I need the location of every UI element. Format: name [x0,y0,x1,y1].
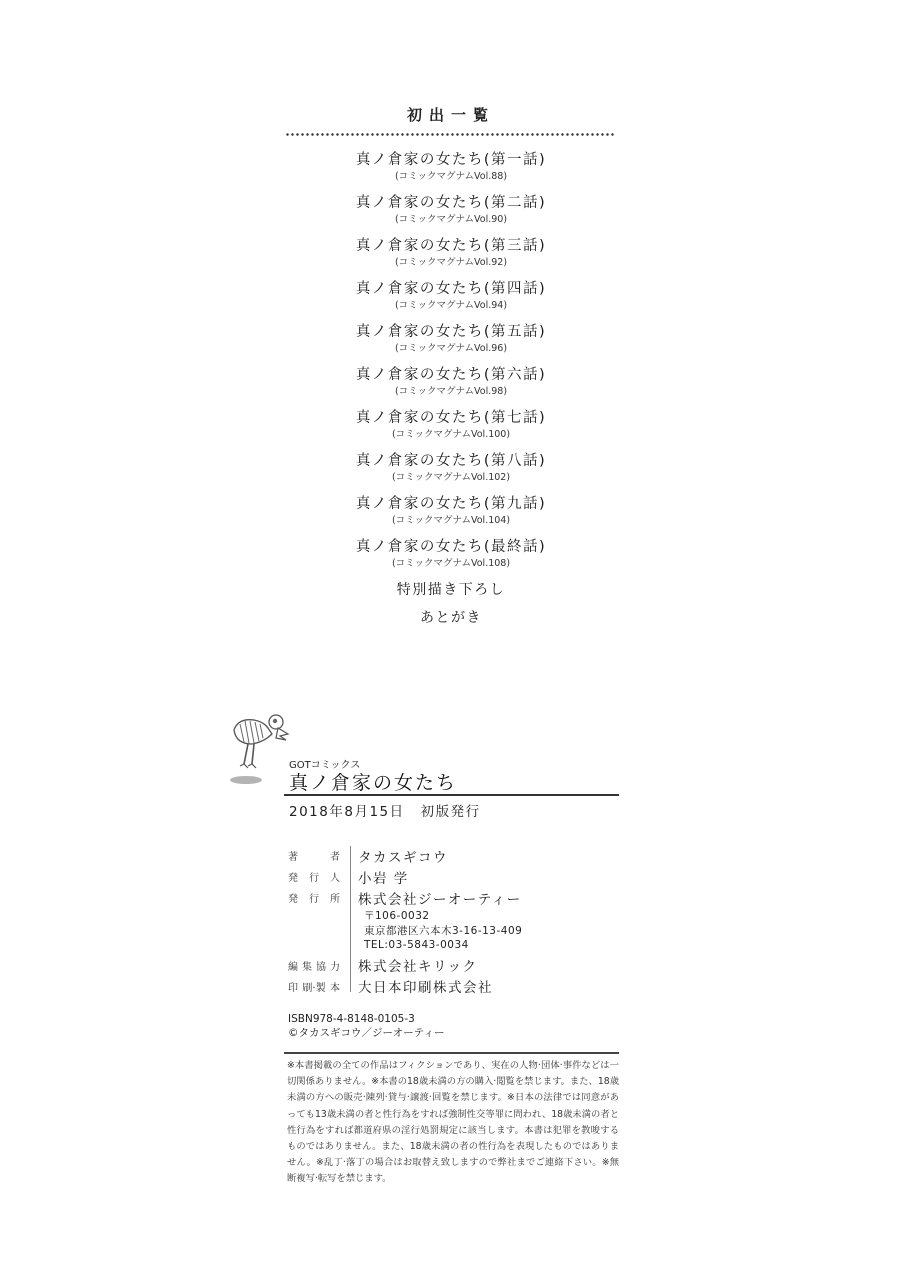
toc-entry [0,451,902,494]
toc-entry-source: (コミックマグナムVol.94) [394,300,508,311]
credit-editing [288,955,522,976]
label-char: 印 [288,982,298,994]
toc-entry-title: 真ノ倉家の女たち(最終話) [355,539,547,555]
toc-entry-source: (コミックマグナムVol.108) [391,558,511,569]
copyright: ©タカスギコウ／ジーオーティー [288,1027,445,1039]
publisher-person-name: 小岩 学 [358,870,409,887]
publication-date: 2018年8月15日 [289,804,405,820]
toc-entry-source: (コミックマグナムVol.90) [394,214,508,225]
toc-entry [0,193,902,236]
label-char: 本 [330,982,340,994]
notice-rule [284,1052,619,1054]
bird-mascot-icon [228,708,290,788]
toc-entry-title: 真ノ倉家の女たち(第一話) [355,152,547,168]
label-char: 編 [288,961,298,973]
credit-publisher-person [288,866,522,887]
credit-label [288,869,340,884]
postal-code: 〒106-0032 [364,910,430,922]
label-char: 発 [288,873,298,884]
toc-entry-title: 真ノ倉家の女たち(第三話) [355,238,547,254]
toc-entry-source: (コミックマグナムVol.92) [394,257,508,268]
publisher-name: 株式会社ジーオーティー [358,891,522,908]
editing-company: 株式会社キリック [358,959,478,975]
credit-publisher [288,887,522,908]
toc-entry [0,322,902,365]
label-char: 所 [330,894,340,905]
book-title: 真ノ倉家の女たち [289,772,458,794]
label-char: 集 [302,961,312,973]
toc-entry-title: 真ノ倉家の女たち(第五話) [355,324,547,340]
toc-entry-source: (コミックマグナムVol.98) [394,386,508,397]
toc-heading: 初出一覧 [406,106,495,124]
credits [288,845,522,997]
printing-company: 大日本印刷株式会社 [358,980,493,996]
toc-list [0,150,902,636]
imprint-label: GOTコミックス [289,760,361,771]
author-name: タカスギコウ [358,849,448,866]
toc-entry-title: 真ノ倉家の女たち(第六話) [355,367,547,383]
credit-author [288,845,522,866]
toc-entry [0,494,902,537]
toc-entry-title: 真ノ倉家の女たち(第七話) [355,410,547,426]
label-char: 行 [309,873,319,884]
toc-entry-source: (コミックマグナムVol.104) [391,515,511,526]
toc-entry-source: (コミックマグナムVol.100) [391,429,511,440]
label-char: 者 [330,852,340,863]
credit-label [288,958,340,973]
toc-entry-title: 真ノ倉家の女たち(第四話) [355,281,547,297]
label-char: 発 [288,894,298,905]
toc-entry [0,408,902,451]
credit-label [288,979,340,994]
credit-printing [288,976,522,997]
toc-extra-special: 特別描き下ろし [396,582,506,598]
dotted-divider [285,133,615,136]
toc-entry [0,365,902,408]
isbn-block [288,1012,444,1040]
toc-entry [0,150,902,193]
toc-entry-title: 真ノ倉家の女たち(第九話) [355,496,547,512]
phone-number: TEL:03-5843-0034 [364,939,469,951]
publisher-address [288,909,522,953]
label-char: 著 [288,852,298,863]
toc-entry-source: (コミックマグナムVol.102) [391,472,511,483]
title-rule [284,794,619,796]
street-address: 東京都港区六本木3-16-13-409 [364,924,523,937]
legal-notice: ※本書掲載の全ての作品はフィクションであり、実在の人物·団体·事件などは一切関係ありません。※本書の18歳未満の方の購入·閲覧を禁じます。また、18歳未満の方への販売·陳列·貸与·譲渡·回覧を禁じます。※日本の法律では同意があっても13歳未満の者と性行為をすれば強制性交等罪に問われ、18歳未満の者と性行為をすれば都道府県の淫行処罰規定に該当します。本書は犯罪を教唆するものではありません。また、18歳未満の者の性行為を表現したものではありません。※乱丁·落丁の場合はお取替え致しますので弊社までご連絡下さい。※無断複写·転写を禁じます。 [287,1060,619,1185]
toc-extra-afterword: あとがき [420,610,482,626]
toc-entry-title: 真ノ倉家の女たち(第八話) [355,453,547,469]
toc-entry [0,537,902,580]
edition: 初版発行 [420,804,481,820]
isbn: ISBN978-4-8148-0105-3 [288,1013,415,1025]
label-char: 人 [330,873,340,884]
toc-entry [0,279,902,322]
credit-label [288,848,340,863]
toc-entry-source: (コミックマグナムVol.96) [394,343,508,354]
toc-entry-source: (コミックマグナムVol.88) [394,171,508,182]
publication-date-line [289,800,481,820]
toc-entry [0,236,902,279]
label-char: 力 [330,961,340,973]
label-char: 刷·製 [302,982,326,994]
toc-entry-title: 真ノ倉家の女たち(第二話) [355,195,547,211]
label-char: 行 [309,894,319,905]
credit-label [288,890,340,905]
label-char: 協 [316,961,326,973]
